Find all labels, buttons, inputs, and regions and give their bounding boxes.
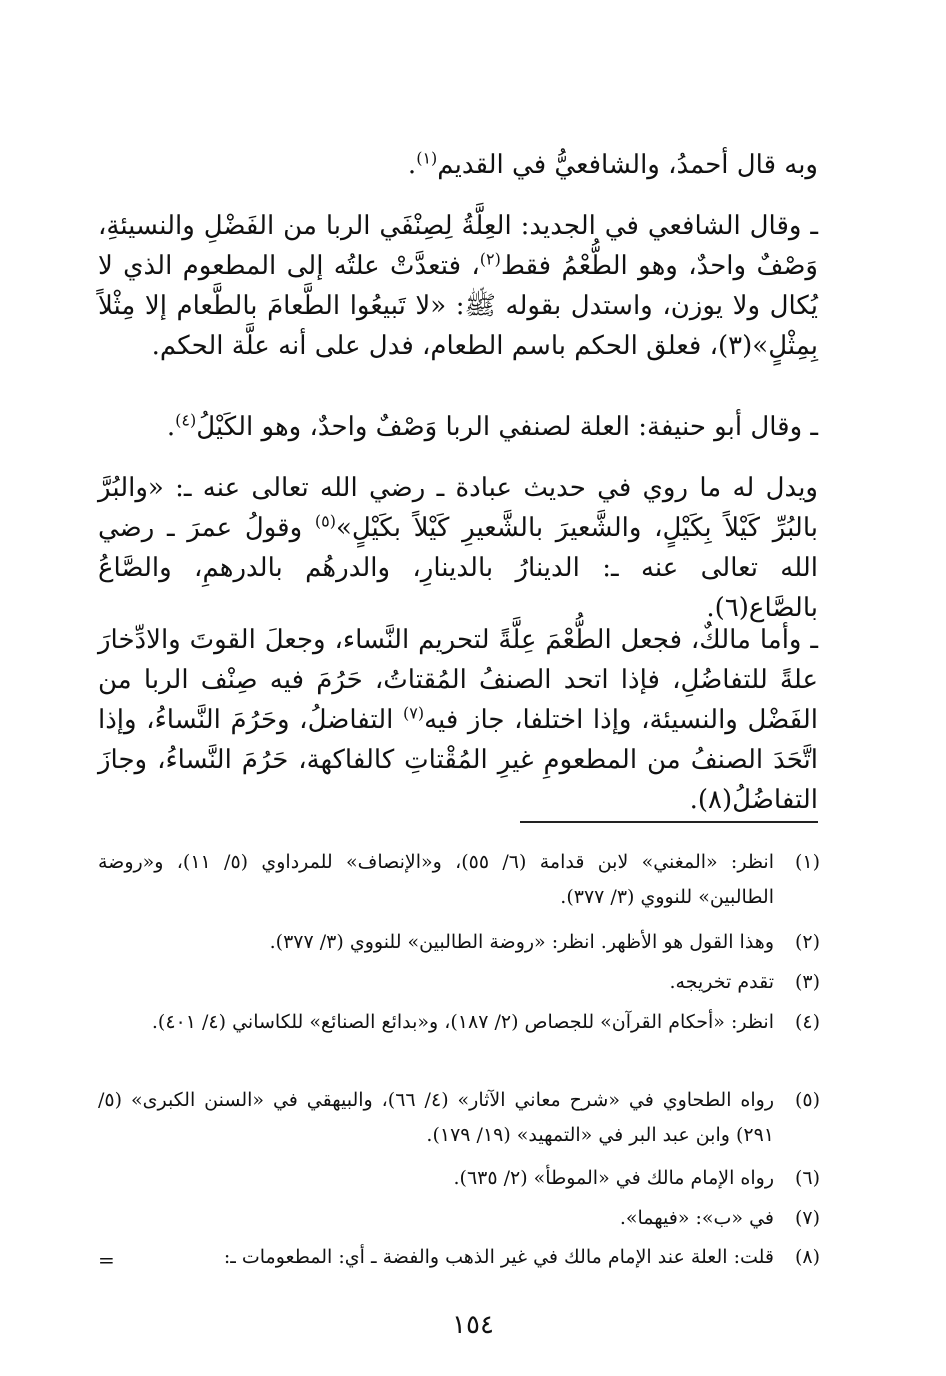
footnote-5 — [98, 1083, 820, 1153]
footnote-text: انظر: «أحكام القرآن» للجصاص (٢/ ١٨٧)، و«بدائع الصنائع» للكاساني (٤/ ٤٠١). — [151, 1011, 774, 1033]
footnote-number: (٦) — [794, 1167, 820, 1189]
footnote-number: (٨) — [794, 1246, 820, 1268]
footnote-7 — [98, 1201, 820, 1236]
footnote-number: (٢) — [794, 931, 820, 953]
footnote-text: في «ب»: «فيهما». — [619, 1207, 774, 1229]
paragraph-2 — [98, 206, 818, 366]
paragraph-text: ـ وأما مالكٌ، فجعل الطُّعْمَ عِلَّةً لتحريم النَّساء، وجعلَ القوتَ والادِّخارَ علةً للتفاضُلِ، فإذا اتحد الصنفُ المُقتاتُ، حَرُمَ فيه صِنْف الربا من الفَضْل والنسيئة، وإذا اختلفا، جاز فيه — [98, 625, 818, 735]
footnote-text: تقدم تخريجه. — [669, 971, 774, 993]
paragraph-tail: . — [407, 150, 417, 180]
paragraph-text: ويدل له ما روي في حديث عبادة ـ رضي الله تعالى عنه ـ: «والبُرَّ بالبُرِّ كَيْلاً بِكَيْلٍ، والشَّعيرَ بالشَّعيرِ كَيْلاً بكَيْلٍ» — [98, 473, 818, 543]
footnote-6 — [98, 1161, 820, 1196]
paragraph-4 — [98, 468, 818, 628]
paragraph-tail: وقولُ عمرَ ـ رضي الله تعالى عنه ـ: الدينارُ بالدينارِ، والدرهُم بالدرهمِ، والصَّاعُ بالصَّاع(٦). — [98, 513, 818, 623]
footnote-text: قلت: العلة عند الإمام مالك في غير الذهب والفضة ـ أي: المطعومات ـ: — [223, 1246, 774, 1268]
paragraph-3 — [98, 407, 818, 447]
footnote-ref: (٤) — [175, 410, 197, 430]
footnote-number: (٣) — [794, 971, 820, 993]
footnote-text: رواه الطحاوي في «شرح معاني الآثار» (٤/ ٦٦)، والبيهقي في «السنن الكبرى» (٥/ ٢٩١) وابن عبد البر في «التمهيد» (١٩/ ١٧٩). — [98, 1089, 774, 1146]
footnote-text: وهذا القول هو الأظهر. انظر: «روضة الطالبين» للنووي (٣/ ٣٧٧). — [269, 931, 774, 953]
paragraph-tail: . — [166, 412, 176, 442]
footnote-text: رواه الإمام مالك في «الموطأ» (٢/ ٦٣٥). — [453, 1167, 774, 1189]
paragraph-1 — [98, 145, 818, 185]
footnote-number: (٧) — [794, 1207, 820, 1229]
footnote-4 — [98, 1005, 820, 1040]
footnote-ref: (٧) — [403, 703, 425, 723]
paragraph-text: ـ وقال الشافعي في الجديد: العِلَّةُ لِصِنْفَي الربا من الفَضْلِ والنسيئةِ، وَصْفٌ واحدٌ، وهو الطُّعْمُ فقط — [98, 211, 818, 281]
footnote-number: (١) — [794, 851, 820, 873]
footnote-2 — [98, 925, 820, 960]
footnote-number: (٤) — [794, 1011, 820, 1033]
footnote-1 — [98, 845, 820, 915]
paragraph-text: ـ وقال أبو حنيفة: العلة لصنفي الربا وَصْفٌ واحدٌ، وهو الكَيْلُ — [196, 412, 818, 442]
paragraph-text: وبه قال أحمدُ، والشافعيُّ في القديم — [437, 150, 818, 180]
continuation-mark: = — [98, 1248, 115, 1272]
paragraph-tail: التفاضلُ، وحَرُمَ النَّساءُ، وإذا اتَّحَدَ الصنفُ من المطعومِ غيرِ المُقْتاتِ كالفاكهة، حَرُمَ النَّساءُ، وجازَ التفاضُلُ(٨). — [98, 705, 818, 815]
footnote-3 — [98, 965, 820, 1000]
footnote-ref: (٢) — [479, 249, 501, 269]
footnote-number: (٥) — [794, 1089, 820, 1111]
footnote-ref: (١) — [416, 148, 438, 168]
footnote-text: انظر: «المغني» لابن قدامة (٦/ ٥٥)، و«الإنصاف» للمرداوي (٥/ ١١)، و«روضة الطالبين» للنووي (٣/ ٣٧٧). — [98, 851, 774, 908]
footnote-ref: (٥) — [314, 511, 336, 531]
paragraph-tail: ، فتعدَّتْ علتُه إلى المطعوم الذي لا يُكال ولا يوزن، واستدل بقوله ﷺ: «لا تَبيعُوا الطَّعامَ بالطَّعام إلا مِثْلاً بِمِثْلٍ»(٣)، فعلق الحكم باسم الطعام، فدل على أنه علَّة الحكم. — [98, 251, 818, 361]
footnote-separator — [520, 821, 818, 823]
footnote-8 — [98, 1240, 820, 1275]
page-number: ١٥٤ — [452, 1310, 494, 1340]
paragraph-5 — [98, 620, 818, 820]
